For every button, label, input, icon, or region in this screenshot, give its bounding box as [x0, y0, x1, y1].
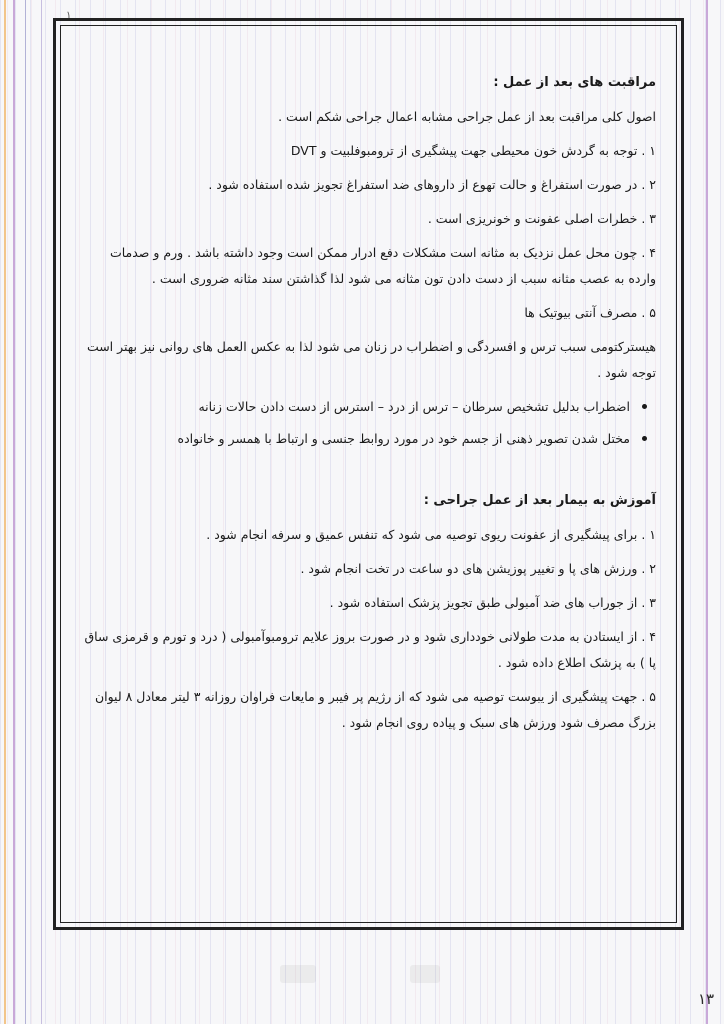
education-item-3: ۳ . از جوراب های ضد آمبولی طبق تجویز پزشک استفاده شود . — [329, 595, 656, 610]
section-heading: آموزش به بیمار بعد از عمل جراحی : — [423, 493, 656, 508]
patient-education-section — [84, 488, 656, 736]
bullet-item-1: اضطراب بدلیل تشخیص سرطان – ترس از درد – استرس از دست دادن حالات زنانه — [84, 394, 630, 420]
care-item-1: ۱ . توجه به گردش خون محیطی جهت پیشگیری از ترومبوفلبیت و DVT — [290, 143, 656, 158]
psych-bullet-list — [84, 394, 656, 452]
care-item-5: ۵ . مصرف آنتی بیوتیک ها — [524, 305, 656, 320]
margin-line-right — [706, 0, 708, 1024]
education-item-2: ۲ . ورزش های پا و تغییر پوزیشن های دو ساعت در تخت انجام شود . — [300, 561, 656, 576]
psych-paragraph: هیسترکتومی سبب ترس و افسردگی و اضطراب در زنان می شود لذا به عکس العمل های روانی نیز بهتر است توجه شود . — [86, 339, 656, 380]
section-heading: مراقبت های بعد از عمل : — [493, 75, 656, 90]
margin-line-orange — [4, 0, 6, 1024]
post-op-care-section — [84, 70, 656, 452]
corner-mark: ۱ — [66, 10, 72, 21]
care-item-3: ۳ . خطرات اصلی عفونت و خونریزی است . — [427, 211, 656, 226]
intro-text: اصول کلی مراقبت بعد از عمل جراحی مشابه اعمال جراحی شکم است . — [278, 109, 656, 124]
scan-smudge — [280, 965, 316, 983]
section-spacer — [84, 458, 656, 488]
bullet-item-2: مختل شدن تصویر ذهنی از جسم خود در مورد روابط جنسی و ارتباط با همسر و خانواده — [84, 426, 630, 452]
page-number: ۱۳ — [698, 990, 715, 1008]
margin-line-blue — [25, 0, 26, 1024]
margin-line-lavender — [41, 0, 42, 1024]
education-item-1: ۱ . برای پیشگیری از عفونت ریوی توصیه می شود که تنفس عمیق و سرفه انجام شود . — [206, 527, 656, 542]
document-body — [84, 70, 656, 744]
education-item-5: ۵ . جهت پیشگیری از یبوست توصیه می شود که از رژیم پر فیبر و مایعات فراوان روزانه ۳ لیتر معادل ۸ لیوان بزرگ مصرف شود ورزش های سبک و پیاده روی انجام شود . — [94, 689, 656, 730]
care-item-2: ۲ . در صورت استفراغ و حالت تهوع از داروهای ضد استفراغ تجویز شده استفاده شود . — [208, 177, 656, 192]
scan-smudge — [410, 965, 440, 983]
margin-line-purple — [13, 0, 15, 1024]
education-item-4: ۴ . از ایستادن به مدت طولانی خودداری شود و در صورت بروز علایم ترومبوآمبولی ( درد و تورم و قرمزی ساق پا ) به پزشک اطلاع داده شود . — [84, 629, 656, 670]
care-item-4: ۴ . چون محل عمل نزدیک به مثانه است مشکلات دفع ادرار ممکن است وجود داشته باشد . ورم و صدمات وارده به عصب مثانه سبب از دست دادن تون مثانه می شود لذا گذاشتن سند مثانه ضروری است . — [109, 245, 656, 286]
